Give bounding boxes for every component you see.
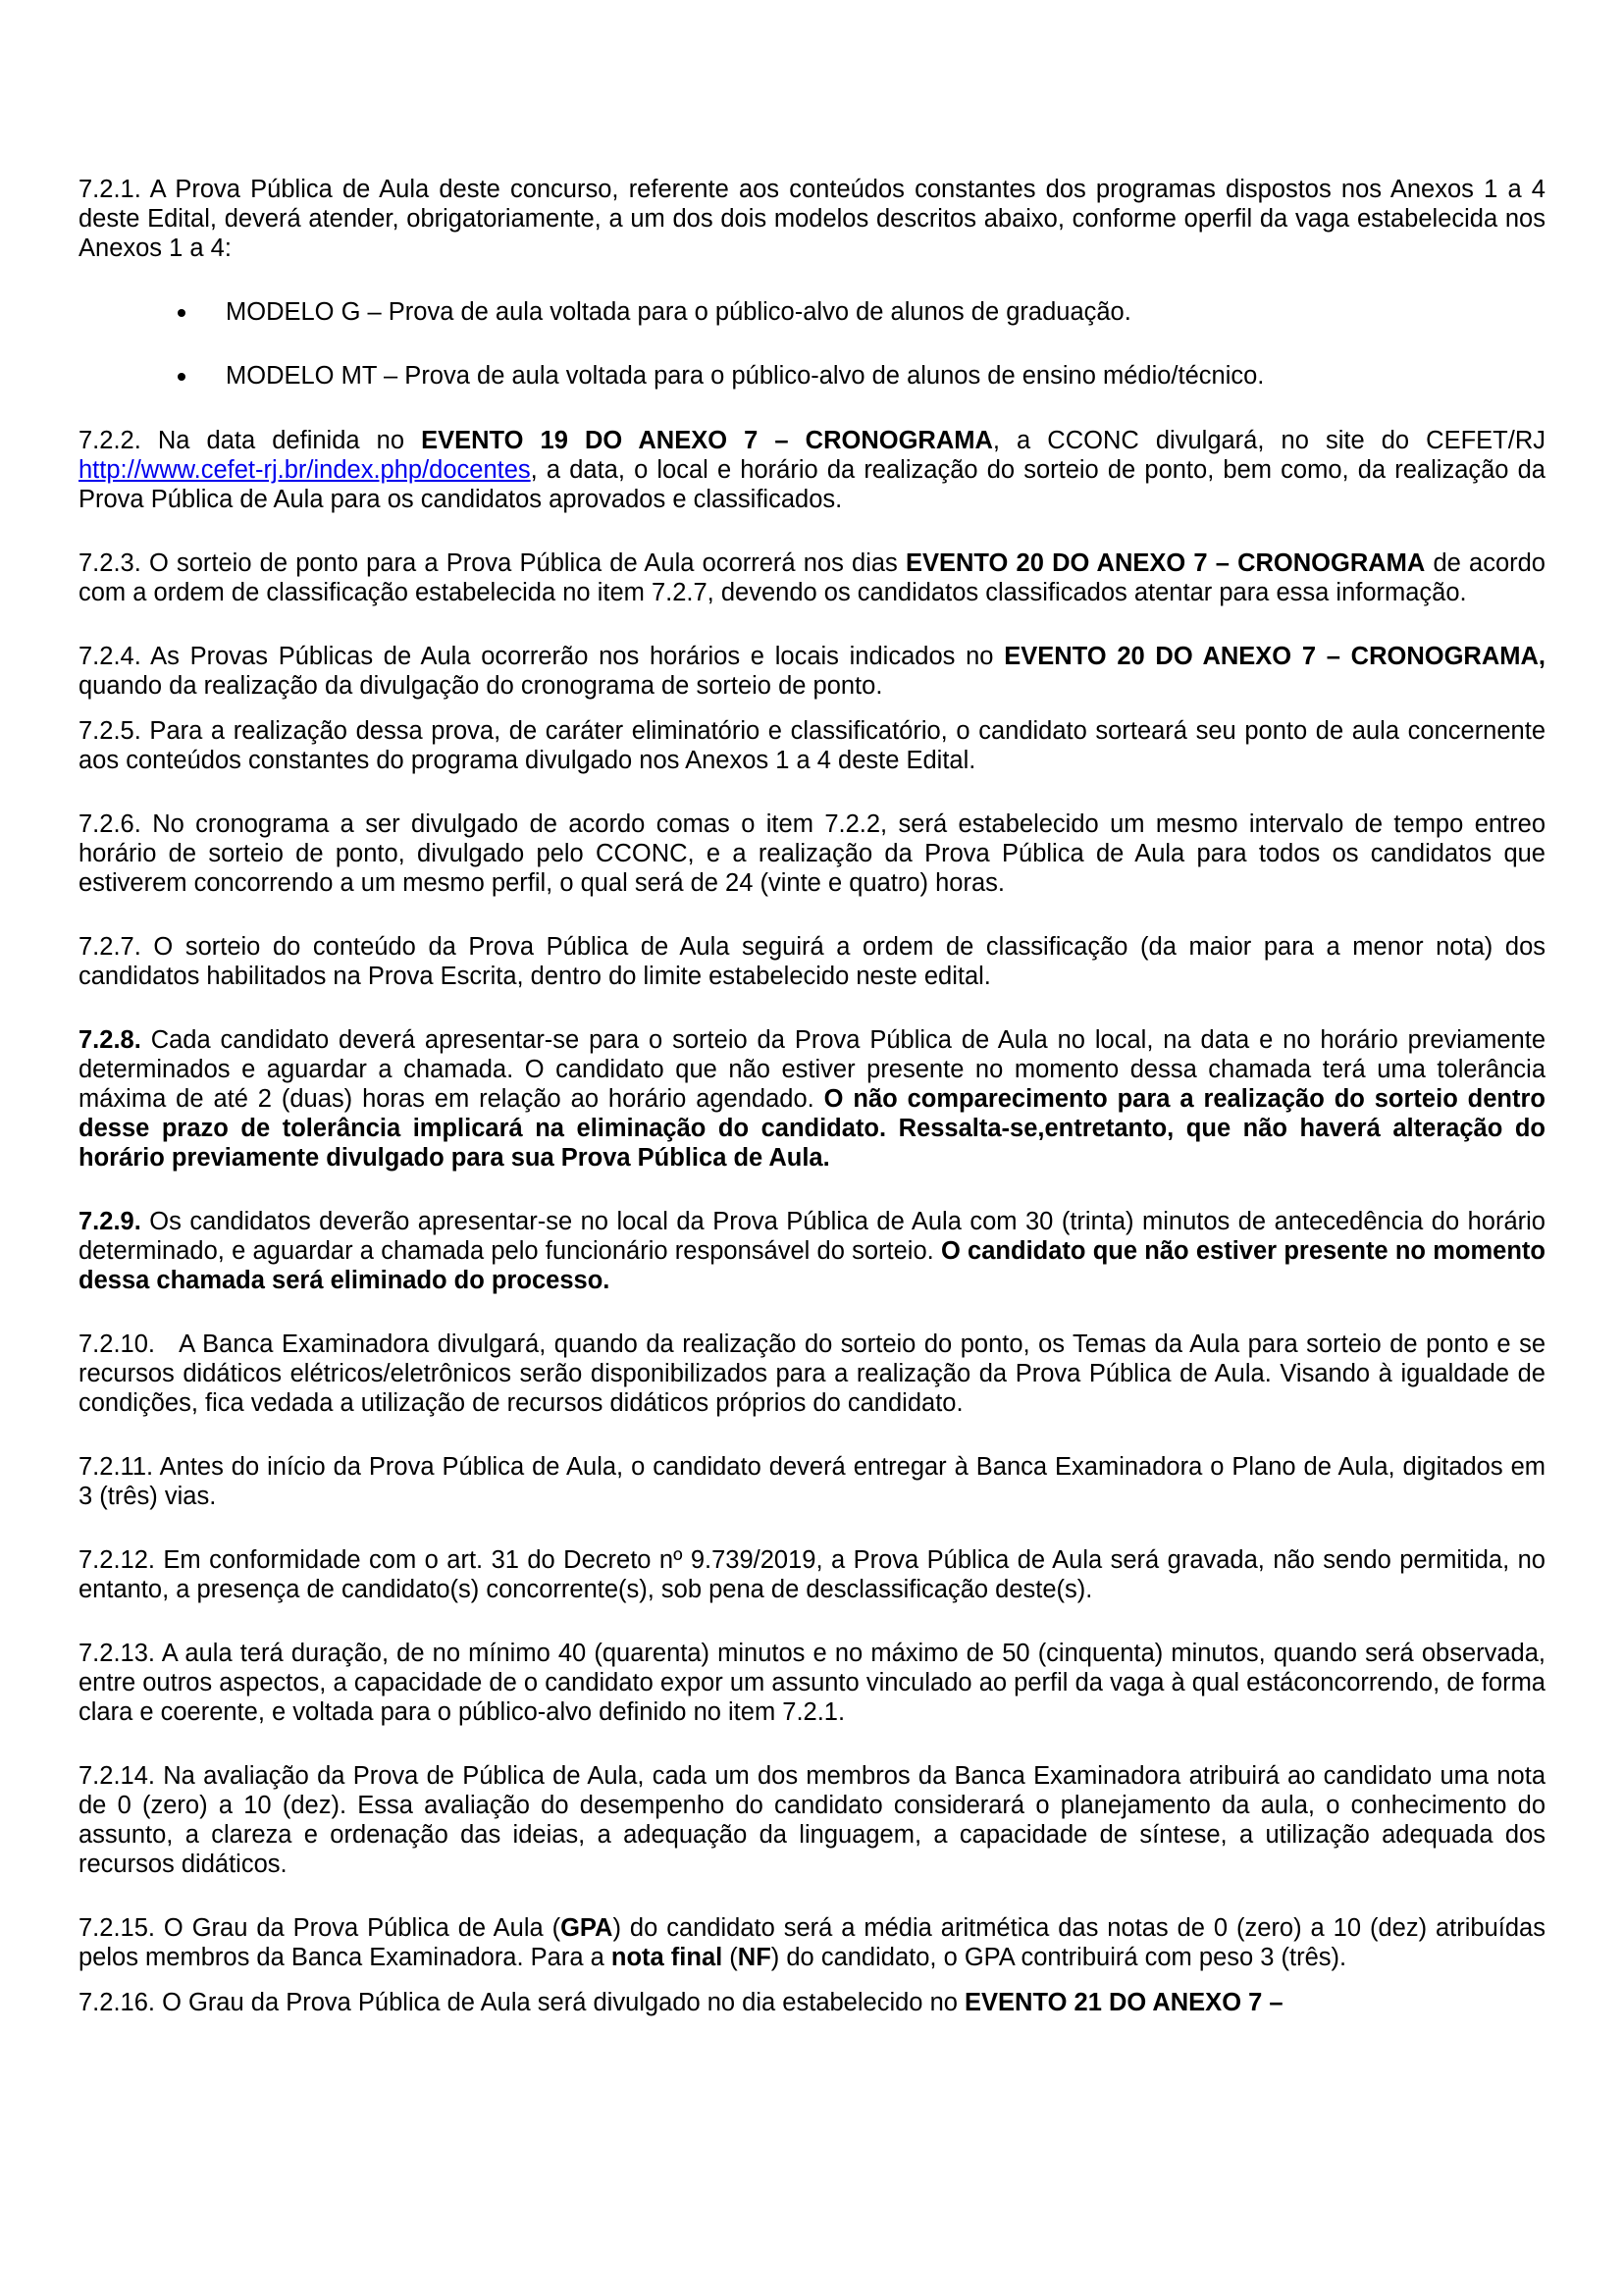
paragraph-7-2-5: 7.2.5. Para a realização dessa prova, de caráter eliminatório e classificatório, o candidato sorteará seu ponto de aula concernente aos conteúdos constantes do programa divulgado nos Anexos 1 a 4 deste Edital. <box>79 717 1545 774</box>
list-item: MODELO G – Prova de aula voltada para o público-alvo de alunos de graduação. <box>79 297 1545 327</box>
paragraph-7-2-3: 7.2.3. O sorteio de ponto para a Prova Pública de Aula ocorrerá nos dias EVENTO 20 DO ANEXO 7 – CRONOGRAMA de acordo com a ordem de classificação estabelecida no item 7.2.7, devendo os candidatos classificados atentar para essa informação. <box>79 549 1545 606</box>
paragraph-7-2-11: 7.2.11. Antes do início da Prova Pública de Aula, o candidato deverá entregar à Banca Examinadora o Plano de Aula, digitados em 3 (três) vias. <box>79 1453 1545 1510</box>
paragraph-7-2-10: 7.2.10. A Banca Examinadora divulgará, quando da realização do sorteio do ponto, os Temas da Aula para sorteio de ponto e se recursos didáticos elétricos/eletrônicos serão disponibilizados para a realização da Prova Pública de Aula. Visando à igualdade de condições, fica vedada a utilização de recursos didáticos próprios do candidato. <box>79 1330 1545 1417</box>
cefet-docentes-link[interactable]: http://www.cefet-rj.br/index.php/docentes <box>79 456 531 484</box>
paragraph-7-2-13: 7.2.13. A aula terá duração, de no mínimo 40 (quarenta) minutos e no máximo de 50 (cinquenta) minutos, quando será observada, entre outros aspectos, a capacidade de o candidato expor um assunto vinculado ao perfil da vaga à qual estáconcorrendo, de forma clara e coerente, e voltada para o público-alvo definido no item 7.2.1. <box>79 1640 1545 1726</box>
bullet-icon <box>178 309 185 317</box>
paragraph-7-2-7: 7.2.7. O sorteio do conteúdo da Prova Pública de Aula seguirá a ordem de classificação (da maior para a menor nota) dos candidatos habilitados na Prova Escrita, dentro do limite estabelecido neste edital. <box>79 933 1545 990</box>
paragraph-7-2-16: 7.2.16. O Grau da Prova Pública de Aula será divulgado no dia estabelecido no EVENTO 21 DO ANEXO 7 – <box>79 1989 1283 2016</box>
document-body <box>79 175 1545 2052</box>
list-item: MODELO MT – Prova de aula voltada para o público-alvo de alunos de ensino médio/técnico. <box>79 361 1545 391</box>
paragraph-7-2-8: 7.2.8. Cada candidato deverá apresentar-se para o sorteio da Prova Pública de Aula no local, na data e no horário previamente determinados e aguardar a chamada. O candidato que não estiver presente no momento dessa chamada terá uma tolerância máxima de até 2 (duas) horas em relação ao horário agendado. O não comparecimento para a realização do sorteio dentro desse prazo de tolerância implicará na eliminação do candidato. Ressalta-se,entretanto, que não haverá alteração do horário previamente divulgado para sua Prova Pública de Aula. <box>79 1026 1545 1172</box>
paragraph-7-2-9: 7.2.9. Os candidatos deverão apresentar-se no local da Prova Pública de Aula com 30 (trinta) minutos de antecedência do horário determinado, e aguardar a chamada pelo funcionário responsável do sorteio. O candidato que não estiver presente no momento dessa chamada será eliminado do processo. <box>79 1208 1545 1294</box>
paragraph-7-2-4: 7.2.4. As Provas Públicas de Aula ocorrerão nos horários e locais indicados no EVENTO 20 DO ANEXO 7 – CRONOGRAMA, quando da realização da divulgação do cronograma de sorteio de ponto. <box>79 643 1545 700</box>
paragraph-7-2-2: 7.2.2. Na data definida no EVENTO 19 DO ANEXO 7 – CRONOGRAMA, a CCONC divulgará, no site do CEFET/RJ http://www.cefet-rj.br/index.php/docentes, a data, o local e horário da realização do sorteio de ponto, bem como, da realização da Prova Pública de Aula para os candidatos aprovados e classificados. <box>79 427 1545 513</box>
bullet-icon <box>178 373 185 381</box>
paragraph-7-2-15: 7.2.15. O Grau da Prova Pública de Aula (GPA) do candidato será a média aritmética das notas de 0 (zero) a 10 (dez) atribuídas pelos membros da Banca Examinadora. Para a nota final (NF) do candidato, o GPA contribuirá com peso 3 (três). <box>79 1914 1545 1971</box>
paragraph-7-2-14: 7.2.14. Na avaliação da Prova de Pública de Aula, cada um dos membros da Banca Examinadora atribuirá ao candidato uma nota de 0 (zero) a 10 (dez). Essa avaliação do desempenho do candidato considerará o planejamento da aula, o conhecimento do assunto, a clareza e ordenação das ideias, a adequação da linguagem, a capacidade de síntese, a utilização adequada dos recursos didáticos. <box>79 1762 1545 1878</box>
paragraph-7-2-6: 7.2.6. No cronograma a ser divulgado de acordo comas o item 7.2.2, será estabelecido um mesmo intervalo de tempo entreo horário de sorteio de ponto, divulgado pelo CCONC, e a realização da Prova Pública de Aula para todos os candidatos que estiverem concorrendo a um mesmo perfil, o qual será de 24 (vinte e quatro) horas. <box>79 810 1545 897</box>
model-list <box>79 297 1545 391</box>
paragraph-7-2-1: 7.2.1. A Prova Pública de Aula deste concurso, referente aos conteúdos constantes dos programas dispostos nos Anexos 1 a 4 deste Edital, deverá atender, obrigatoriamente, a um dos dois modelos descritos abaixo, conforme operfil da vaga estabelecida nos Anexos 1 a 4: <box>79 176 1545 262</box>
paragraph-7-2-12: 7.2.12. Em conformidade com o art. 31 do Decreto nº 9.739/2019, a Prova Pública de Aula será gravada, não sendo permitida, no entanto, a presença de candidato(s) concorrente(s), sob pena de desclassificação deste(s). <box>79 1546 1545 1603</box>
